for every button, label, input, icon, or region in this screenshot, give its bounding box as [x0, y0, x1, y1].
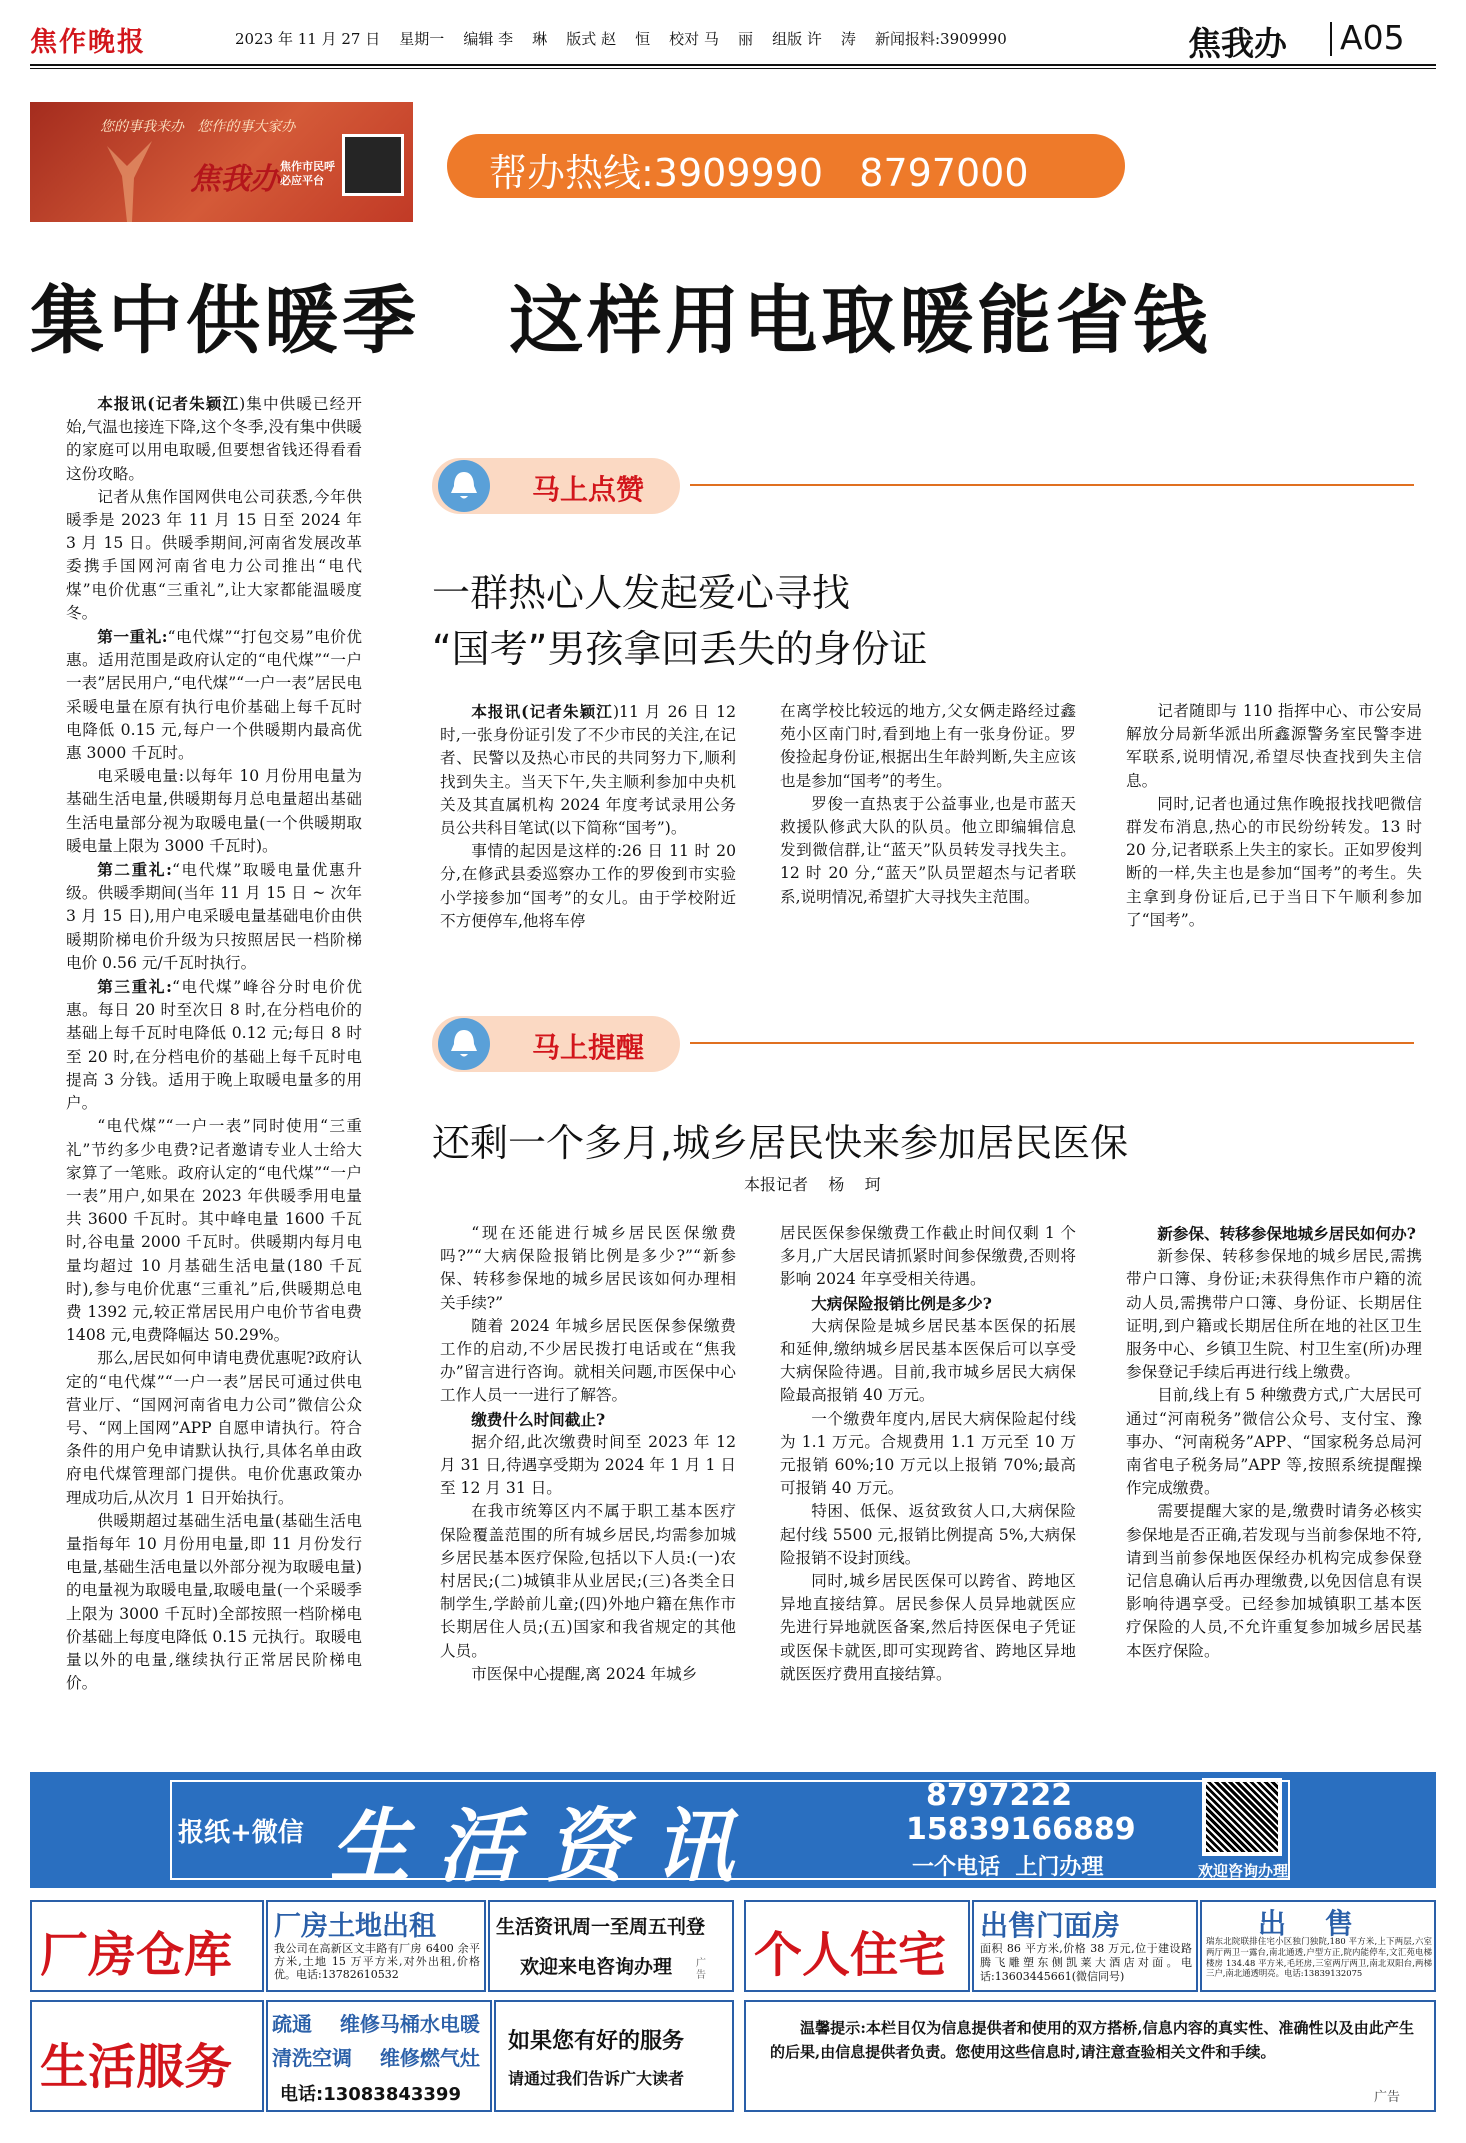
ad-weekly [488, 1900, 734, 1992]
story2-col-1 [440, 1222, 736, 1686]
paragraph: 新参保、转移参保地的城乡居民,需携带户口簿、身份证;未获得焦作市户籍的流动人员,需携带户口簿、身份证、长期居住证明,到户籍或长期居住所在地的社区卫生服务中心、乡镇卫生院、村卫生室(所)办理参保登记手续后再进行线上缴费。 [1126, 1247, 1422, 1382]
paragraph: 本报讯(记者朱颖江)集中供暖已经开始,气温也接连下降,这个冬季,没有集中供暖的家庭可以用电取暖,但要想省钱还得看看这份攻略。 [66, 394, 362, 483]
paragraph: 大病保险是城乡居民基本医保的拓展和延伸,缴纳城乡居民基本医保后可以享受大病保险待遇。目前,我市城乡居民大病保险最高报销 40 万元。 [780, 1316, 1076, 1405]
notice-tag: 广告 [1374, 2090, 1401, 2105]
ad-good-service [494, 2000, 734, 2112]
date-line: 2023 年 11 月 27 日 星期一 编辑 李 琳 版式 赵 恒 校对 马 丽 组版 许 涛 新闻报料:3909990 [235, 30, 1007, 48]
paragraph: 市医保中心提醒,离 2024 年城乡 [471, 1664, 698, 1683]
story2-col-3 [1126, 1222, 1422, 1663]
ad-shop-sale [972, 1900, 1198, 1992]
paragraph: 同时,城乡居民医保可以跨省、跨地区异地直接结算。居民参保人员异地就医应先进行异地就医备案,然后持医保电子凭证或医保卡就医,即可实现跨省、跨地区异地就医医疗费用直接结算。 [780, 1572, 1076, 1683]
category-home [744, 1900, 970, 1992]
section-name: 焦我办 [1188, 24, 1287, 63]
paragraph: 随着 2024 年城乡居民医保参保缴费工作的启动,不少居民拨打电话或在“焦我办”留言进行咨询。就相关问题,市医保中心工作人员一一进行了解答。 [440, 1316, 736, 1405]
section-rule [690, 1042, 1414, 1044]
section-label: 马上提醒 [532, 1031, 645, 1064]
story2-byline: 本报记者 杨 珂 [744, 1175, 881, 1194]
ad-phone: 电话:13083843399 [280, 2084, 461, 2105]
hotline-text: 帮办热线:3909990 8797000 [489, 151, 1029, 195]
ad-body: 我公司在高新区文丰路有厂房 6400 余平方米,土地 15 万平方米,对外出租,价格优。电话:13782610532 [274, 1942, 480, 1981]
paragraph: 需要提醒大家的是,缴费时请务必核实参保地是否正确,若发现与当前参保地不符,请到当前参保地医保经办机构完成参保登记信息确认后再办理缴费,以免因信息有误影响待遇享受。已经参加城镇职工基本医疗保险的人员,不允许重复参加城乡居民基本医疗保险。 [1126, 1502, 1422, 1660]
subheading: 大病保险报销比例是多少? [811, 1293, 992, 1313]
promo-image [30, 102, 413, 222]
paragraph: 第一重礼:“电代煤”“打包交易”电价优惠。适用范围是政府认定的“电代煤”“一户一表”居民用户,“电代煤”“一户一表”居民电采暖电量在原有执行电价基础上每千瓦时电降低 0.15 元,每户一个供暖期内最高优惠 3000 千瓦时。 [66, 627, 362, 763]
ad-body: 瑞东北院联排住宅小区独门独院,180 平方米,上下两层,六室两厅两卫一露台,南北通透,户型方正,院内能停车,文汇苑电梯楼房 134.48 平方米,毛坯房,三室两厅两卫,南北双阳台,两梯三户,南北通透明亮。电话:13839132075 [1206, 1936, 1432, 1979]
banner-phone-2: 15839166889 [906, 1812, 1136, 1847]
paragraph: 第三重礼:“电代煤”峰谷分时电价优惠。每日 20 时至次日 8 时,在分档电价的基础上每千瓦时电降低 0.12 元;每日 8 时至 20 时,在分档电价的基础上每千瓦时电提高 3 分钱。适用于晚上取暖电量多的用户。 [66, 977, 362, 1113]
paragraph: 同时,记者也通过焦作晚报找找吧微信群发布消息,热心的市民纷纷转发。13 时 20 分,记者联系上失主的家长。正如罗俊判断的一样,失主也是参加“国考”的考生。失主拿到身份证后,已于当日下午顺利参加了“国考”。 [1126, 794, 1422, 929]
paragraph: 据介绍,此次缴费时间至 2023 年 12 月 31 日,待遇享受期为 2024 年 1 月 1 日至 12 月 31 日。 [440, 1432, 736, 1498]
main-headline: 集中供暖季 这样用电取暖能省钱 [30, 278, 1212, 364]
subheading: 新参保、转移参保地城乡居民如何办? [1157, 1224, 1416, 1243]
paragraph: 第二重礼:“电代煤”取暖电量优惠升级。供暖季期间(当年 11 月 15 日 ~ 次年 3 月 15 日),用户电采暖电量基础电价由供暖期阶梯电价升级为只按照居民一档阶梯电价 0.56 元/千瓦时执行。 [66, 860, 362, 972]
story2-col-2 [780, 1222, 1076, 1686]
paragraph: 居民医保参保缴费工作截止时间仅剩 1 个多月,广大居民请抓紧时间参保缴费,否则将影响 2024 年享受相关待遇。 [780, 1224, 1076, 1289]
ad-body: 面积 86 平方米,价格 38 万元,位于建设路腾飞雕塑东侧凯莱大酒店对面。电话:13603445661(微信同号) [980, 1942, 1192, 1983]
section-label: 马上点赞 [532, 473, 645, 506]
story1-col-1 [440, 700, 736, 933]
bell-icon [438, 460, 490, 512]
paragraph: 目前,线上有 5 种缴费方式,广大居民可通过“河南税务”微信公众号、支付宝、豫事办、“河南税务”APP、“国家税务总局河南省电子税务局”APP 等,按照系统提醒操作完成缴费。 [1126, 1386, 1422, 1498]
ad-sub: 欢迎来电咨询办理 [520, 1956, 673, 1978]
qr-caption: 欢迎咨询办理 [1198, 1862, 1289, 1880]
paragraph: 那么,居民如何申请电费优惠呢?政府认定的“电代煤”“一户一表”居民可通过供电营业厅、“国网河南省电力公司”微信公众号、“网上国网”APP 自愿申请执行。符合条件的用户免申请默认执行,具体名单由政府电代煤管理部门提供。电价优惠政策办理成功后,从次月 1 日开始执行。 [66, 1349, 362, 1507]
promo-brand: 焦我办 [190, 162, 280, 197]
promo-slogan: 您的事我来办 您作的事大家办 [100, 119, 296, 135]
category-label: 个人住宅 [754, 1927, 947, 1983]
promo-brand-sub: 焦作市民呼必应平台 [280, 160, 335, 187]
page-number: A05 [1340, 18, 1405, 57]
banner-phone-1: 8797222 [926, 1778, 1073, 1813]
header-rule [30, 64, 1436, 66]
category-label: 厂房仓库 [40, 1927, 233, 1983]
page-divider [1330, 22, 1332, 56]
paragraph: 电采暖电量:以每年 10 月份用电量为基础生活电量,供暖期每月总电量超出基础生活电量部分视为取暖电量(一个供暖期取暖电量上限为 3000 千瓦时)。 [66, 767, 362, 855]
logo-text: 焦作晚报 [30, 27, 146, 58]
ad-title: 出 售 [1258, 1907, 1353, 1940]
header-rule-thin [30, 68, 1436, 69]
ad-title: 如果您有好的服务 [508, 2028, 685, 2054]
ad-tag: 广告 [696, 1958, 706, 1981]
ad-line: 疏通 维修马桶水电暖 [272, 2012, 480, 2036]
qr-code [1202, 1778, 1282, 1856]
newspaper-logo [30, 20, 240, 56]
paragraph: “现在还能进行城乡居民医保缴费吗?”“大病保险报销比例是多少?”“新参保、转移参保地的城乡居民该如何办理相关手续?” [440, 1224, 736, 1312]
section-tag-praise [432, 458, 680, 514]
banner-tag: 一个电话 上门办理 [912, 1855, 1104, 1880]
paragraph: 记者随即与 110 指挥中心、市公安局解放分局新华派出所鑫源警务室民警李进军联系,说明情况,希望尽快查找到失主信息。 [1126, 702, 1422, 790]
ad-sub: 请通过我们告诉广大读者 [508, 2069, 685, 2088]
paragraph: 在离学校比较远的地方,父女俩走路经过鑫苑小区南门时,看到地上有一张身份证。罗俊捡起身份证,根据出生年龄判断,失主应该也是参加“国考”的考生。 [780, 702, 1076, 790]
category-factory [30, 1900, 264, 1992]
section-rule [690, 484, 1414, 486]
paragraph: 记者从焦作国网供电公司获悉,今年供暖季是 2023 年 11 月 15 日至 2024 年 3 月 15 日。供暖季期间,河南省发展改革委携手国网河南省电力公司推出“电代煤”电价优惠“三重礼”,让大家都能温暖度冬。 [66, 487, 362, 622]
section-tag-reminder [432, 1016, 680, 1072]
category-life [30, 2000, 264, 2112]
left-article [66, 392, 362, 1695]
paragraph: 在我市统筹区内不属于职工基本医疗保险覆盖范围的所有城乡居民,均需参加城乡居民基本医疗保险,包括以下人员:(一)农村居民;(二)城镇非从业居民;(三)各类全日制学生,学龄前儿童;(四)外地户籍在焦作市长期居住人员;(五)国家和我省规定的其他人员。 [440, 1502, 736, 1660]
ad-line: 清洗空调 维修燃气灶 [272, 2046, 480, 2070]
story1-headline-2: “国考”男孩拿回丢失的身份证 [432, 627, 928, 671]
paragraph: 特困、低保、返贫致贫人口,大病保险起付线 5500 元,报销比例提高 5%,大病保险报销不设封顶线。 [780, 1502, 1076, 1567]
ad-title: 生活资讯周一至周五刊登 [496, 1916, 706, 1938]
banner-left-text: 报纸+微信 [178, 1818, 304, 1848]
story2-headline: 还剩一个多月,城乡居民快来参加居民医保 [432, 1121, 1129, 1165]
ad-house-sale [1200, 1900, 1436, 1992]
story1-col-2 [780, 700, 1076, 909]
paragraph: “电代煤”“一户一表”同时使用“三重礼”节约多少电费?记者邀请专业人士给大家算了一笔账。政府认定的“电代煤”“一户一表”用户,如果在 2023 年供暖季用电量共 3600 千瓦时。其中峰电量 1600 千瓦时,谷电量 2000 千瓦时。供暖期内每月电量均超过 10 月基础生活电量(180 千瓦时),参与电价优惠“三重礼”后,供暖期总电费 1392 元,较正常居民用户电价节省电费 1408 元,电费降幅达 50.29%。 [66, 1117, 362, 1345]
hotline-banner [447, 134, 1125, 198]
story1-headline-1: 一群热心人发起爱心寻找 [432, 571, 851, 615]
bell-icon [438, 1018, 490, 1070]
story1-col-3 [1126, 700, 1422, 932]
paragraph: 罗俊一直热衷于公益事业,也是市蓝天救援队修武大队的队员。他立即编辑信息发到微信群,让“蓝天”队员转发寻找失主。12 时 20 分,“蓝天”队员罡超杰与记者联系,说明情况,希望扩大寻找失主范围。 [780, 794, 1076, 906]
category-label: 生活服务 [40, 2039, 233, 2095]
notice-text: 温馨提示:本栏目仅为信息提供者和使用的双方搭桥,信息内容的真实性、准确性以及由此产生的后果,由信息提供者负责。您使用这些信息时,请注意查验相关文件和手续。 [770, 2019, 1414, 2061]
paragraph: 本报讯(记者朱颖江)11 月 26 日 12 时,一张身份证引发了不少市民的关注,在记者、民警以及热心市民的共同努力下,顺利找到失主。当天下午,失主顺利参加中央机关及其直属机构 2024 年度考试录用公务员公共科目笔试(以下简称“国考”)。 [440, 702, 736, 838]
qr-code [342, 134, 404, 196]
ad-title: 出售门面房 [980, 1909, 1121, 1942]
subheading: 缴费什么时间截止? [471, 1409, 606, 1429]
paragraph: 一个缴费年度内,居民大病保险起付线为 1.1 万元。合规费用 1.1 万元至 10 万元报销 60%;10 万元以上报销 70%;最高可报销 40 万元。 [780, 1409, 1076, 1498]
classifieds-banner [30, 1772, 1436, 1893]
paragraph: 事情的起因是这样的:26 日 11 时 20 分,在修武县委巡察办工作的罗俊到市实验小学接参加“国考”的女儿。由于学校附近不方便停车,他将车停 [440, 842, 736, 930]
statue-icon [82, 136, 172, 222]
ad-title: 厂房土地出租 [274, 1911, 436, 1942]
ad-service [266, 2000, 492, 2112]
ad-factory-rent [266, 1900, 486, 1992]
banner-title: 生 活 资 讯 [330, 1800, 734, 1893]
notice-box [744, 2000, 1436, 2112]
paragraph: 供暖期超过基础生活电量(基础生活电量指每年 10 月份用电量,即 11 月份发行电量,基础生活电量以外部分视为取暖电量)的电量视为取暖电量,取暖电量(一个采暖季上限为 3000 千瓦时)全部按照一档阶梯电价基础上每度电降低 0.15 元执行。取暖电量以外的电量,继续执行正常居民阶梯电价。 [66, 1511, 362, 1693]
